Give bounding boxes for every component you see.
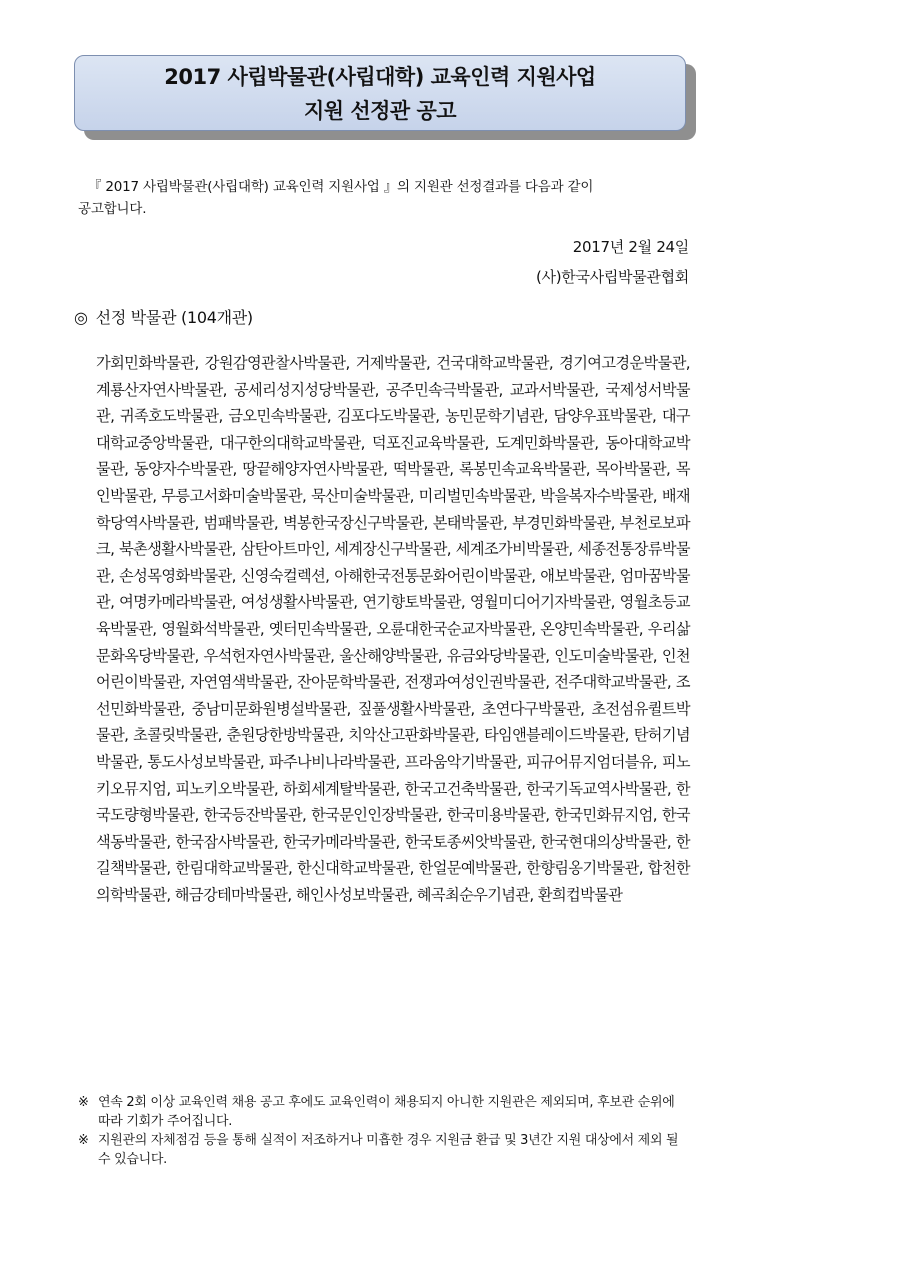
double-circle-icon: ◎ — [74, 308, 88, 327]
reference-mark-icon: ※ — [78, 1133, 89, 1148]
title-line-1: 2017 사립박물관(사립대학) 교육인력 지원사업 — [164, 65, 596, 89]
intro-line-1: 『 2017 사립박물관(사립대학) 교육인력 지원사업 』의 지원관 선정결과를 다음과 같이 — [88, 179, 594, 195]
section-heading — [74, 305, 253, 328]
selected-museum-list: 가회민화박물관, 강원감영관찰사박물관, 거제박물관, 건국대학교박물관, 경기여고경운박물관, 계룡산자연사박물관, 공세리성지성당박물관, 공주민속극박물관, 교과서박물관, 국제성서박물관, 귀족호도박물관, 금오민속박물관, 김포다도박물관, 농민문학기념관, 담양우표박물관, 대구대학교중앙박물관, 대구한의대학교박물관, 덕포진교육박물관, 도계민화박물관, 동아대학교박물관, 동양자수박물관, 땅끝해양자연사박물관, 떡박물관, 록봉민속교육박물관, 목아박물관, 목인박물관, 무릉고서화미술박물관, 묵산미술박물관, 미리벌민속박물관, 박을복자수박물관, 배재학당역사박물관, 범패박물관, 벽봉한국장신구박물관, 본태박물관, 부경민화박물관, 부천로보파크, 북촌생활사박물관, 삼탄아트마인, 세계장신구박물관, 세계조가비박물관, 세종전통장류박물관, 손성목영화박물관, 신영숙컬렉션, 아해한국전통문화어린이박물관, 애보박물관, 엄마꿈박물관, 여명카메라박물관, 여성생활사박물관, 연기향토박물관, 영월미디어기자박물관, 영월초등교육박물관, 영월화석박물관, 옛터민속박물관, 오륜대한국순교자박물관, 온양민속박물관, 우리삶문화옥당박물관, 우석헌자연사박물관, 울산해양박물관, 유금와당박물관, 인도미술박물관, 인천어린이박물관, 자연염색박물관, 잔아문학박물관, 전쟁과여성인권박물관, 전주대학교박물관, 조선민화박물관, 중남미문화원병설박물관, 짚풀생활사박물관, 초연다구박물관, 초전섬유퀼트박물관, 초콜릿박물관, 춘원당한방박물관, 치악산고판화박물관, 타임앤블레이드박물관, 탄허기념박물관, 통도사성보박물관, 파주나비나라박물관, 프라움악기박물관, 피규어뮤지엄더블유, 피노키오뮤지엄, 피노키오박물관, 하회세계탈박물관, 한국고건축박물관, 한국기독교역사박물관, 한국도량형박물관, 한국등잔박물관, 한국문인인장박물관, 한국미용박물관, 한국민화뮤지엄, 한국색동박물관, 한국잠사박물관, 한국카메라박물관, 한국토종씨앗박물관, 한국현대의상박물관, 한길책박물관, 한림대학교박물관, 한신대학교박물관, 한얼문예박물관, 한향림옹기박물관, 합천한의학박물관, 해금강테마박물관, 해인사성보박물관, 혜곡최순우기념관, 환희컵박물관 — [96, 354, 690, 904]
intro-paragraph — [78, 176, 690, 220]
title-box — [74, 55, 686, 131]
notes — [78, 1093, 690, 1169]
intro-line-2: 공고합니다. — [78, 201, 147, 217]
note-item — [78, 1131, 690, 1169]
reference-mark-icon: ※ — [78, 1095, 89, 1110]
note-item — [78, 1093, 690, 1131]
title-line-2: 지원 선정관 공고 — [303, 99, 457, 123]
note-text: 지원관의 자체점검 등을 통해 실적이 저조하거나 미흡한 경우 지원금 환급 및 3년간 지원 대상에서 제외 될 수 있습니다. — [98, 1133, 679, 1167]
issuing-organization: (사)한국사립박물관협회 — [535, 268, 689, 286]
section-heading-text: 선정 박물관 (104개관) — [95, 308, 253, 327]
note-text: 연속 2회 이상 교육인력 채용 공고 후에도 교육인력이 채용되지 아니한 지원관은 제외되며, 후보관 순위에 따라 기회가 주어집니다. — [98, 1095, 675, 1129]
announcement-date: 2017년 2월 24일 — [572, 238, 689, 256]
